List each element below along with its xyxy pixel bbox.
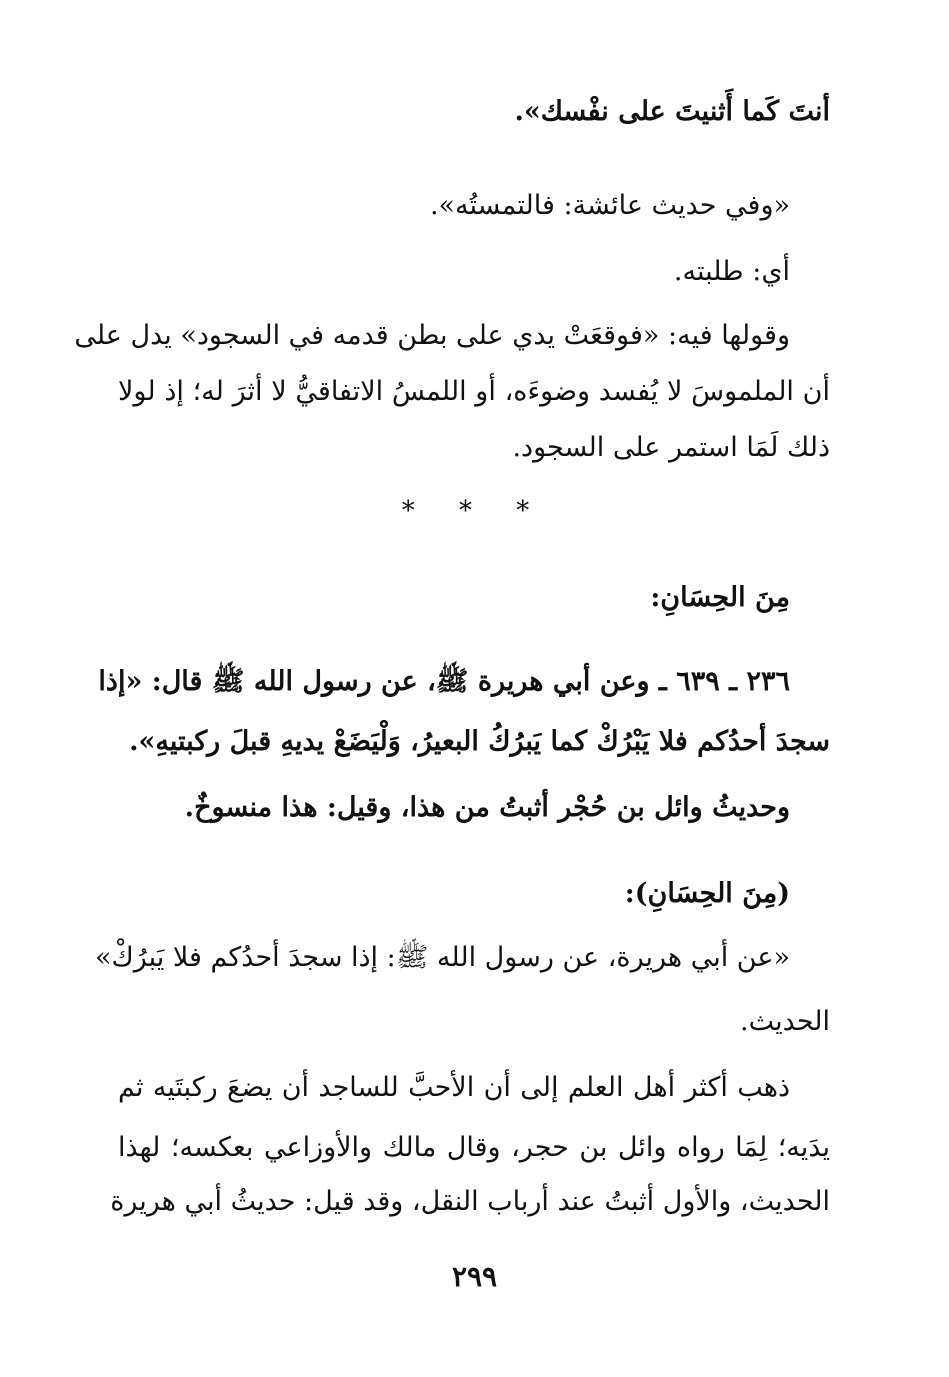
hadith-note-line: وحديثُ وائل بن حُجْر أثبتُ من هذا، وقيل: هذا منسوخٌ. [184, 792, 790, 823]
text-line-4: وقولها فيه: «فوقعَتْ يدي على بطن قدمه في السجود» يدل على [74, 320, 790, 351]
commentary-line-1: ذهب أكثر أهل العلم إلى أن الأحبَّ للساجد أن يضعَ ركبتَيه ثم [118, 1072, 790, 1103]
section-heading-hisan: مِنَ الحِسَانِ: [650, 582, 790, 613]
text-line-5: أن الملموسَ لا يُفسد وضوءَه، أو اللمسُ الاتفاقيُّ لا أثرَ له؛ إذ لولا [118, 376, 830, 407]
hadith-line-2: سجدَ أحدُكم فلا يَبْرُكْ كما يَبرُكُ البعيرُ، وَلْيَضَعْ يديهِ قبلَ ركبتيهِ». [129, 726, 830, 757]
text-line-3: أي: طلبته. [673, 256, 790, 287]
commentary-quote-line: «عن أبي هريرة، عن رسول الله ﷺ: إذا سجدَ أحدُكم فلا يَبرُكْ» [94, 942, 790, 973]
commentary-heading-hisan: (مِنَ الحِسَانِ): [624, 878, 790, 909]
text-line-1: أنتَ كَما أَثنيتَ على نفْسك». [514, 96, 830, 127]
text-line-2: «وفي حديث عائشة: فالتمستُه». [429, 190, 790, 221]
page-number: ٢٩٩ [451, 1260, 498, 1293]
hadith-line-1: ٢٣٦ ـ ٦٣٩ ـ وعن أبي هريرة ﷺ، عن رسول الله ﷺ قال: «إذا [98, 666, 790, 697]
commentary-line-hadith: الحديث. [740, 1006, 830, 1037]
text-line-6: ذلك لَمَا استمر على السجود. [512, 432, 830, 463]
section-separator-stars: * * * [401, 496, 548, 526]
commentary-line-2: يدَيه؛ لِمَا رواه وائل بن حجر، وقال مالك والأوزاعي بعكسه؛ لهذا [118, 1132, 830, 1163]
commentary-line-3: الحديث، والأول أثبتُ عند أرباب النقل، وقد قيل: حديثُ أبي هريرة [110, 1186, 830, 1217]
